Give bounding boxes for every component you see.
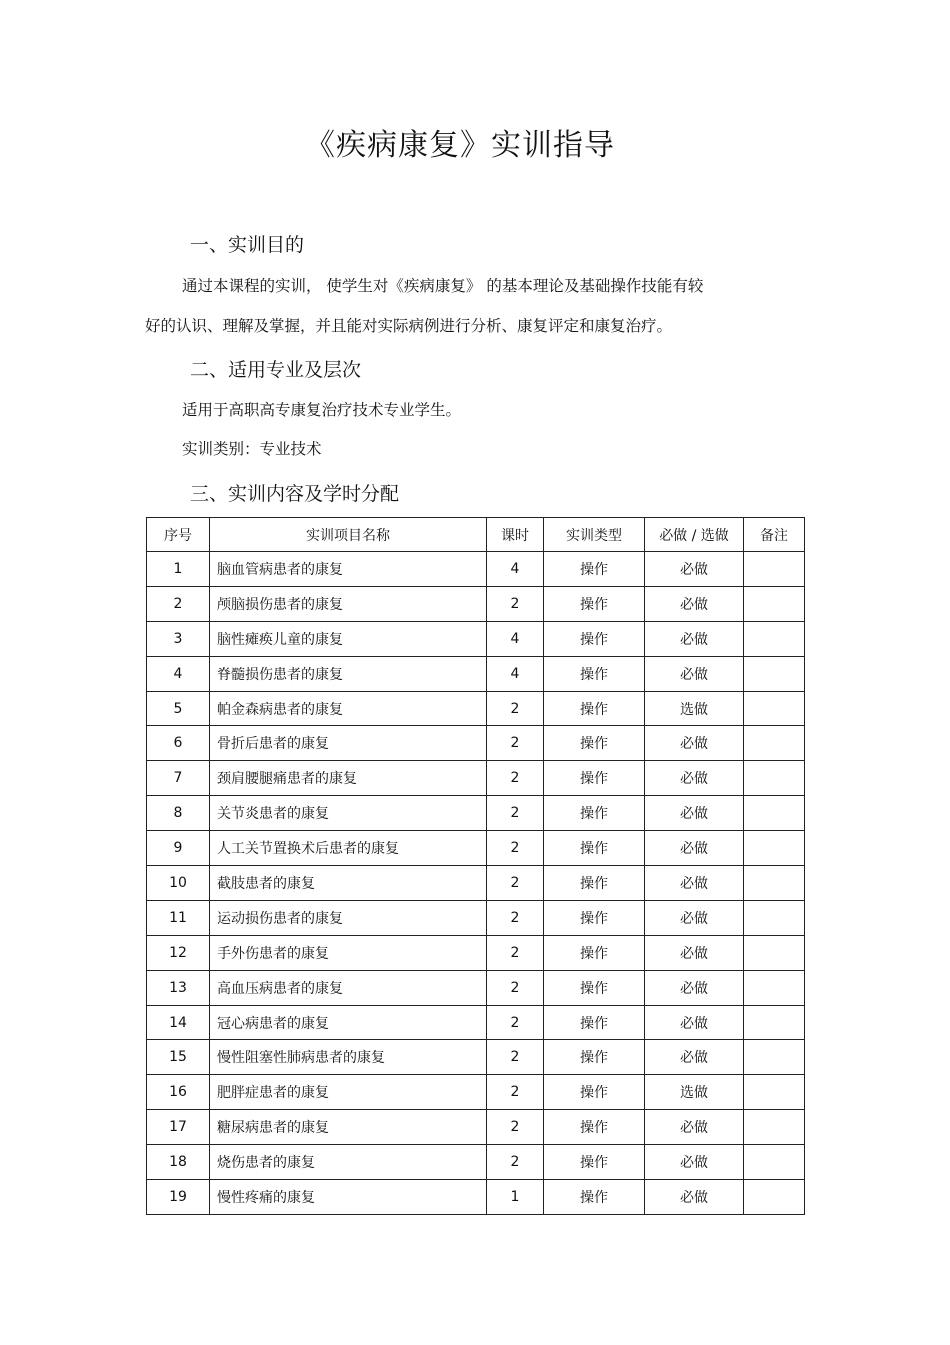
cell-project-name: 关节炎患者的康复	[210, 796, 487, 831]
cell-remarks	[744, 1075, 805, 1110]
cell-hours: 2	[487, 1145, 544, 1180]
cell-project-name: 脑血管病患者的康复	[210, 552, 487, 587]
cell-index: 9	[147, 831, 210, 866]
cell-hours: 4	[487, 552, 544, 587]
table-row	[147, 900, 805, 935]
table-row	[147, 656, 805, 691]
cell-hours: 2	[487, 900, 544, 935]
table-body	[147, 552, 805, 1215]
cell-index: 13	[147, 970, 210, 1005]
cell-required: 必做	[645, 726, 744, 761]
training-category: 实训类别：专业技术	[182, 440, 322, 458]
cell-required: 必做	[645, 552, 744, 587]
cell-index: 16	[147, 1075, 210, 1110]
cell-project-name: 颈肩腰腿痛患者的康复	[210, 761, 487, 796]
cell-index: 17	[147, 1110, 210, 1145]
cell-hours: 1	[487, 1180, 544, 1215]
cell-index: 15	[147, 1040, 210, 1075]
header-remarks: 备注	[744, 518, 805, 552]
cell-type: 操作	[544, 1180, 645, 1215]
section-heading-purpose: 一、实训目的	[190, 234, 305, 256]
cell-type: 操作	[544, 656, 645, 691]
cell-project-name: 截肢患者的康复	[210, 866, 487, 901]
cell-hours: 2	[487, 831, 544, 866]
cell-remarks	[744, 586, 805, 621]
cell-remarks	[744, 1180, 805, 1215]
cell-hours: 2	[487, 935, 544, 970]
cell-index: 6	[147, 726, 210, 761]
cell-required: 必做	[645, 1110, 744, 1145]
cell-hours: 4	[487, 656, 544, 691]
cell-hours: 2	[487, 866, 544, 901]
cell-hours: 4	[487, 621, 544, 656]
cell-type: 操作	[544, 552, 645, 587]
cell-remarks	[744, 1110, 805, 1145]
table-row	[147, 831, 805, 866]
cell-project-name: 脊髓损伤患者的康复	[210, 656, 487, 691]
cell-index: 14	[147, 1005, 210, 1040]
cell-type: 操作	[544, 1145, 645, 1180]
table-row	[147, 761, 805, 796]
cell-index: 10	[147, 866, 210, 901]
cell-project-name: 人工关节置换术后患者的康复	[210, 831, 487, 866]
cell-project-name: 肥胖症患者的康复	[210, 1075, 487, 1110]
cell-remarks	[744, 1145, 805, 1180]
cell-remarks	[744, 656, 805, 691]
purpose-text-line2: 好的认识、理解及掌握，并且能对实际病例进行分析、康复评定和康复治疗。	[145, 317, 673, 335]
header-index: 序号	[147, 518, 210, 552]
cell-remarks	[744, 1005, 805, 1040]
cell-required: 必做	[645, 761, 744, 796]
cell-type: 操作	[544, 586, 645, 621]
cell-project-name: 帕金森病患者的康复	[210, 691, 487, 726]
cell-hours: 2	[487, 970, 544, 1005]
cell-required: 选做	[645, 1075, 744, 1110]
cell-remarks	[744, 866, 805, 901]
cell-hours: 2	[487, 1040, 544, 1075]
cell-hours: 2	[487, 726, 544, 761]
cell-type: 操作	[544, 900, 645, 935]
cell-hours: 2	[487, 1110, 544, 1145]
cell-index: 19	[147, 1180, 210, 1215]
cell-required: 必做	[645, 621, 744, 656]
cell-remarks	[744, 691, 805, 726]
cell-index: 4	[147, 656, 210, 691]
section-heading-scope: 二、适用专业及层次	[190, 359, 362, 381]
cell-index: 5	[147, 691, 210, 726]
table-row	[147, 586, 805, 621]
cell-index: 12	[147, 935, 210, 970]
table-row	[147, 796, 805, 831]
cell-type: 操作	[544, 726, 645, 761]
cell-remarks	[744, 1040, 805, 1075]
cell-required: 必做	[645, 866, 744, 901]
cell-remarks	[744, 726, 805, 761]
cell-required: 必做	[645, 656, 744, 691]
cell-remarks	[744, 621, 805, 656]
cell-index: 3	[147, 621, 210, 656]
cell-type: 操作	[544, 1075, 645, 1110]
cell-type: 操作	[544, 1040, 645, 1075]
cell-type: 操作	[544, 831, 645, 866]
cell-project-name: 慢性阻塞性肺病患者的康复	[210, 1040, 487, 1075]
cell-type: 操作	[544, 1110, 645, 1145]
table-row	[147, 1040, 805, 1075]
table-row	[147, 621, 805, 656]
page-title: 《疾病康复》实训指导	[305, 128, 615, 163]
training-content-table	[146, 517, 805, 1215]
cell-index: 2	[147, 586, 210, 621]
cell-required: 必做	[645, 935, 744, 970]
cell-remarks	[744, 552, 805, 587]
cell-required: 必做	[645, 970, 744, 1005]
cell-hours: 2	[487, 586, 544, 621]
cell-remarks	[744, 831, 805, 866]
table-row	[147, 1075, 805, 1110]
cell-type: 操作	[544, 796, 645, 831]
cell-required: 必做	[645, 1005, 744, 1040]
cell-required: 必做	[645, 1040, 744, 1075]
cell-project-name: 脑性瘫痪儿童的康复	[210, 621, 487, 656]
cell-remarks	[744, 970, 805, 1005]
cell-index: 1	[147, 552, 210, 587]
header-hours: 课时	[487, 518, 544, 552]
cell-required: 选做	[645, 691, 744, 726]
cell-index: 7	[147, 761, 210, 796]
table-row	[147, 1005, 805, 1040]
header-required: 必做 / 选做	[645, 518, 744, 552]
cell-type: 操作	[544, 935, 645, 970]
cell-hours: 2	[487, 761, 544, 796]
cell-remarks	[744, 935, 805, 970]
table-row	[147, 552, 805, 587]
cell-project-name: 烧伤患者的康复	[210, 1145, 487, 1180]
purpose-text-line1: 通过本课程的实训， 使学生对《疾病康复》 的基本理论及基础操作技能有较	[182, 277, 704, 295]
header-project-name: 实训项目名称	[210, 518, 487, 552]
cell-hours: 2	[487, 1005, 544, 1040]
cell-project-name: 冠心病患者的康复	[210, 1005, 487, 1040]
cell-project-name: 运动损伤患者的康复	[210, 900, 487, 935]
table-row	[147, 691, 805, 726]
cell-type: 操作	[544, 761, 645, 796]
cell-index: 8	[147, 796, 210, 831]
cell-required: 必做	[645, 900, 744, 935]
cell-type: 操作	[544, 691, 645, 726]
cell-project-name: 慢性疼痛的康复	[210, 1180, 487, 1215]
cell-required: 必做	[645, 1145, 744, 1180]
cell-required: 必做	[645, 586, 744, 621]
cell-hours: 2	[487, 796, 544, 831]
table-row	[147, 1110, 805, 1145]
table-row	[147, 935, 805, 970]
scope-text: 适用于高职高专康复治疗技术专业学生。	[182, 401, 462, 419]
header-type: 实训类型	[544, 518, 645, 552]
table-row	[147, 1180, 805, 1215]
cell-remarks	[744, 900, 805, 935]
cell-project-name: 手外伤患者的康复	[210, 935, 487, 970]
cell-project-name: 高血压病患者的康复	[210, 970, 487, 1005]
cell-index: 11	[147, 900, 210, 935]
cell-hours: 2	[487, 691, 544, 726]
cell-required: 必做	[645, 796, 744, 831]
cell-type: 操作	[544, 866, 645, 901]
cell-required: 必做	[645, 831, 744, 866]
cell-remarks	[744, 761, 805, 796]
table-row	[147, 1145, 805, 1180]
cell-required: 必做	[645, 1180, 744, 1215]
table-row	[147, 970, 805, 1005]
cell-project-name: 骨折后患者的康复	[210, 726, 487, 761]
cell-hours: 2	[487, 1075, 544, 1110]
cell-type: 操作	[544, 1005, 645, 1040]
cell-type: 操作	[544, 621, 645, 656]
table-header-row	[147, 518, 805, 552]
table-row	[147, 726, 805, 761]
section-heading-content: 三、实训内容及学时分配	[190, 483, 400, 505]
cell-type: 操作	[544, 970, 645, 1005]
cell-index: 18	[147, 1145, 210, 1180]
cell-project-name: 糖尿病患者的康复	[210, 1110, 487, 1145]
cell-project-name: 颅脑损伤患者的康复	[210, 586, 487, 621]
cell-remarks	[744, 796, 805, 831]
table-row	[147, 866, 805, 901]
